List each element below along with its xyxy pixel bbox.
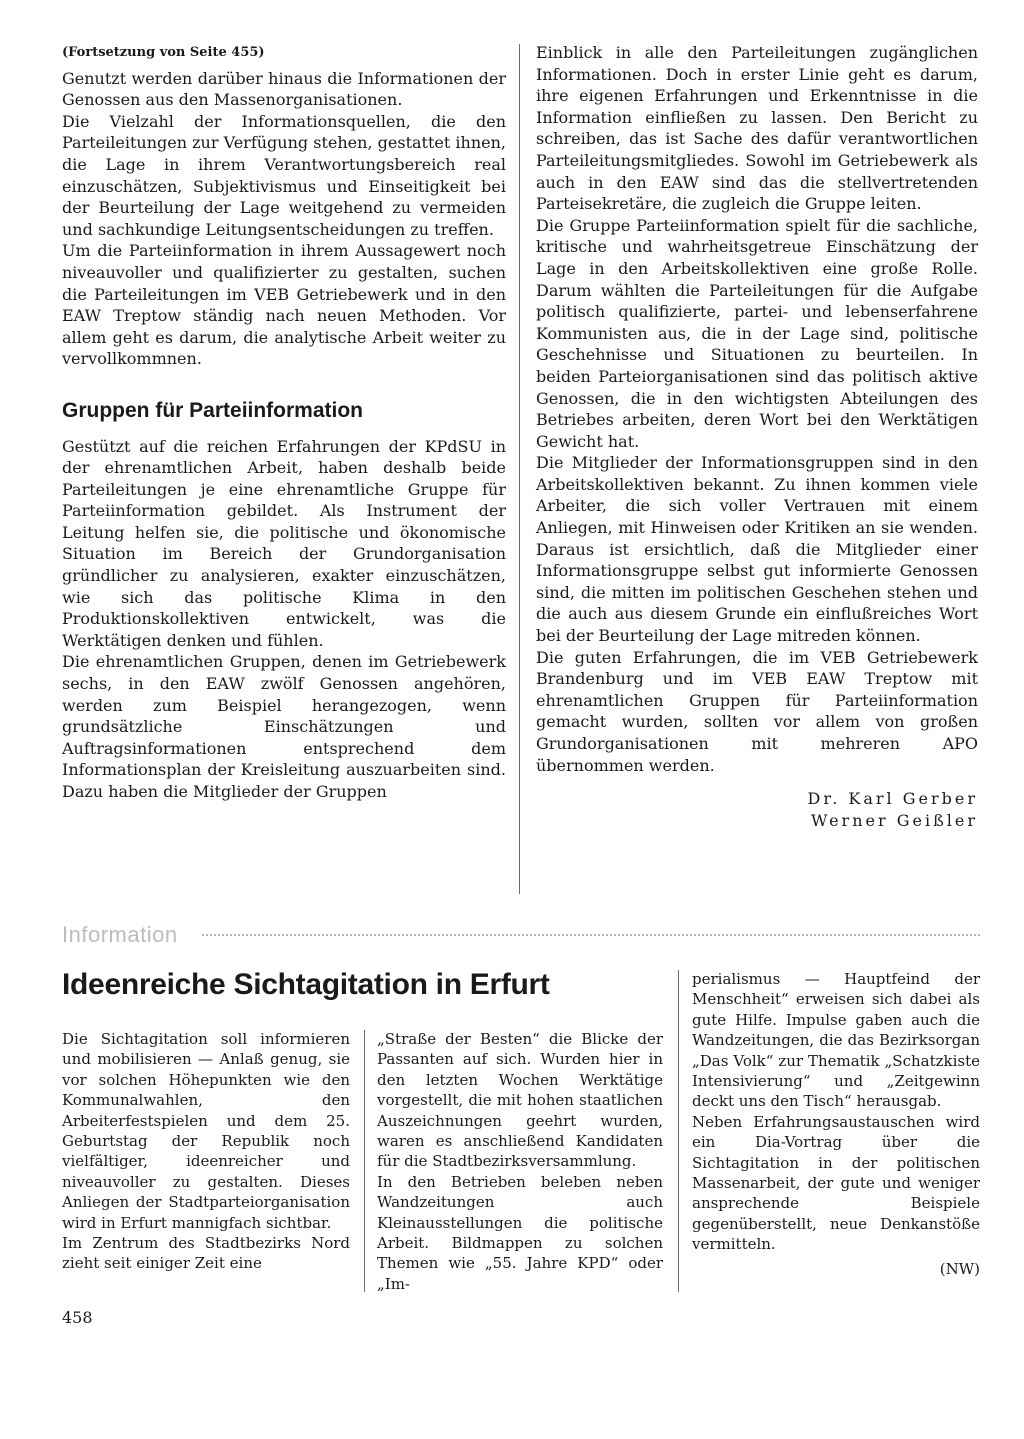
- article-column-2: [377, 1029, 663, 1294]
- article-byline: (NW): [939, 1259, 980, 1278]
- paragraph: In den Betrieben beleben neben Wandzeitungen auch Kleinausstellungen die politische Arbeit. Bildmappen zu solchen Themen wie „55. Jahre KPD“ oder „Im-: [377, 1172, 663, 1293]
- paragraph: Einblick in alle den Parteileitungen zugänglichen Informationen. Doch in erster Linie geht es darum, ihre eigenen Erfahrungen und Erkenntnisse in die Information einfließen zu lassen. Den Bericht zu schreiben, das ist Sache des dafür verantwortlichen Parteileitungsmitgliedes. Sowohl im Getriebewerk als auch in den EAW sind das die stellvertretenden Parteisekretäre, die zugleich die Gruppe leiten.: [536, 43, 978, 214]
- paragraph: Neben Erfahrungsaustauschen wird ein Dia-Vortrag über die Sichtagitation in der politischen Massenarbeit, der gute und weniger ansprechende Beispiele gegenüberstellt, neue Denkanstöße vermitteln.: [692, 1112, 980, 1254]
- article-headline: Ideenreiche Sichtagitation in Erfurt: [62, 968, 550, 1001]
- column-divider: [678, 970, 679, 1292]
- continuation-note: (Fortsetzung von Seite 455): [62, 45, 265, 60]
- article-column-1: [62, 1029, 350, 1274]
- paragraph: perialismus — Hauptfeind der Menschheit“ erweisen sich dabei als gute Hilfe. Impulse gaben auch die Wandzeitungen, die das Bezirksorgan „Das Volk“ zur Thematik „Schatzkiste Intensivierung“ und „Zeitgewinn deckt uns den Tisch“ herausgab.: [692, 970, 980, 1111]
- paragraph: Genutzt werden darüber hinaus die Informationen der Genossen aus den Massenorganisationen.: [62, 68, 506, 110]
- author-name: Werner Geißler: [810, 810, 978, 830]
- paragraph: Die Mitglieder der Informationsgruppen sind in den Arbeitskollektiven bekannt. Zu ihnen kommen viele Arbeiter, die sich voller Vertrauen mit einem Anliegen, mit Hinweisen oder Kritiken an sie wenden. Daraus ist ersichtlich, daß die Mitglieder einer Informationsgruppe selbst gut informierte Genossen sind, die mitten im politischen Geschehen stehen und die auch aus diesem Grunde ein einflußreiches Wort bei der Beurteilung der Lage mitreden können.: [536, 453, 978, 646]
- paragraph: Um die Parteiinformation in ihrem Aussagewert noch niveauvoller und qualifizierter zu gestalten, suchen die Parteileitungen im VEB Getriebewerk und in den EAW Treptow ständig nach neuen Methoden. Vor allem geht es darum, die analytische Arbeit weiter zu vervollkommnen.: [62, 241, 506, 369]
- right-column: [536, 42, 978, 831]
- paragraph: Gestützt auf die reichen Erfahrungen der KPdSU in der ehrenamtlichen Arbeit, haben deshalb beide Parteileitungen je eine ehrenamtliche Gruppe für Parteiinformation gebildet. Als Instrument der Leitung helfen sie, die politische und ökonomische Situation im Bereich der Grundorganisation gründlicher zu analysieren, exakter einzuschätzen, wie sich das politische Klima in den Produktionskollektiven entwickelt, was die Werktätigen denken und fühlen.: [62, 436, 506, 650]
- paragraph: Die ehrenamtlichen Gruppen, denen im Getriebewerk sechs, in den EAW zwölf Genossen angehören, werden zum Beispiel herangezogen, wenn grundsätzliche Einschätzungen und Auftragsinformationen entsprechend dem Informationsplan der Kreisleitung auszuarbeiten sind. Dazu haben die Mitglieder der Gruppen: [62, 652, 506, 801]
- article-column-3: [692, 969, 980, 1279]
- paragraph: Die Sichtagitation soll informieren und mobilisieren — Anlaß genug, sie vor solchen Höhepunkten wie den Kommunalwahlen, den Arbeiterfestspielen und dem 25. Geburtstag der Republik noch vielfältiger, ideenreicher und niveauvoller zu gestalten. Dieses Anliegen der Stadtparteiorganisation wird in Erfurt mannigfach sichtbar.: [62, 1030, 350, 1232]
- paragraph: Die Vielzahl der Informationsquellen, die den Parteileitungen zur Verfügung stehen, gestattet ihnen, die Lage in ihrem Verantwortungsbereich real einzuschätzen, Subjektivismus und Einseitigkeit bei der Beurteilung der Lage weitgehend zu vermeiden und sachkundige Leitungsentscheidungen zu treffen.: [62, 111, 506, 239]
- section-label: Information: [62, 922, 178, 947]
- left-column: [62, 42, 506, 803]
- section-subheading: Gruppen für Parteiinformation: [62, 398, 364, 422]
- column-divider: [364, 1030, 365, 1292]
- paragraph: Die Gruppe Parteiinformation spielt für die sachliche, kritische und wahrheitsgetreue Einschätzung der Lage in den Arbeitskollektiven eine große Rolle. Darum wählten die Parteileitungen für die Aufgabe politisch qualifizierte, partei- und lebenserfahrene Kommunisten aus, die in der Lage sind, politische Geschehnisse und Situationen zu beurteilen. In beiden Parteiorganisationen sind das politisch aktive Genossen, die in den wichtigsten Abteilungen des Betriebes arbeiten, deren Wort bei den Werktätigen Gewicht hat.: [536, 215, 978, 451]
- column-divider: [519, 44, 520, 894]
- paragraph: Im Zentrum des Stadtbezirks Nord zieht seit einiger Zeit eine: [62, 1234, 350, 1273]
- page-number: 458: [62, 1308, 93, 1327]
- section-banner: [62, 922, 980, 947]
- paragraph: „Straße der Besten“ die Blicke der Passanten auf sich. Wurden hier in den letzten Wochen Werktätige vorgestellt, die mit hohen staatlichen Auszeichnungen geehrt wurden, waren es anschließend Kandidaten für die Stadtbezirksversammlung.: [377, 1030, 663, 1171]
- author-name: Dr. Karl Gerber: [807, 789, 978, 809]
- dotted-rule: [202, 934, 980, 936]
- paragraph: Die guten Erfahrungen, die im VEB Getriebewerk Brandenburg und im VEB EAW Treptow mit ehrenamtlichen Gruppen für Parteiinformation gemacht wurden, sollten vor allem von großen Grundorganisationen mit mehreren APO übernommen werden.: [536, 647, 978, 775]
